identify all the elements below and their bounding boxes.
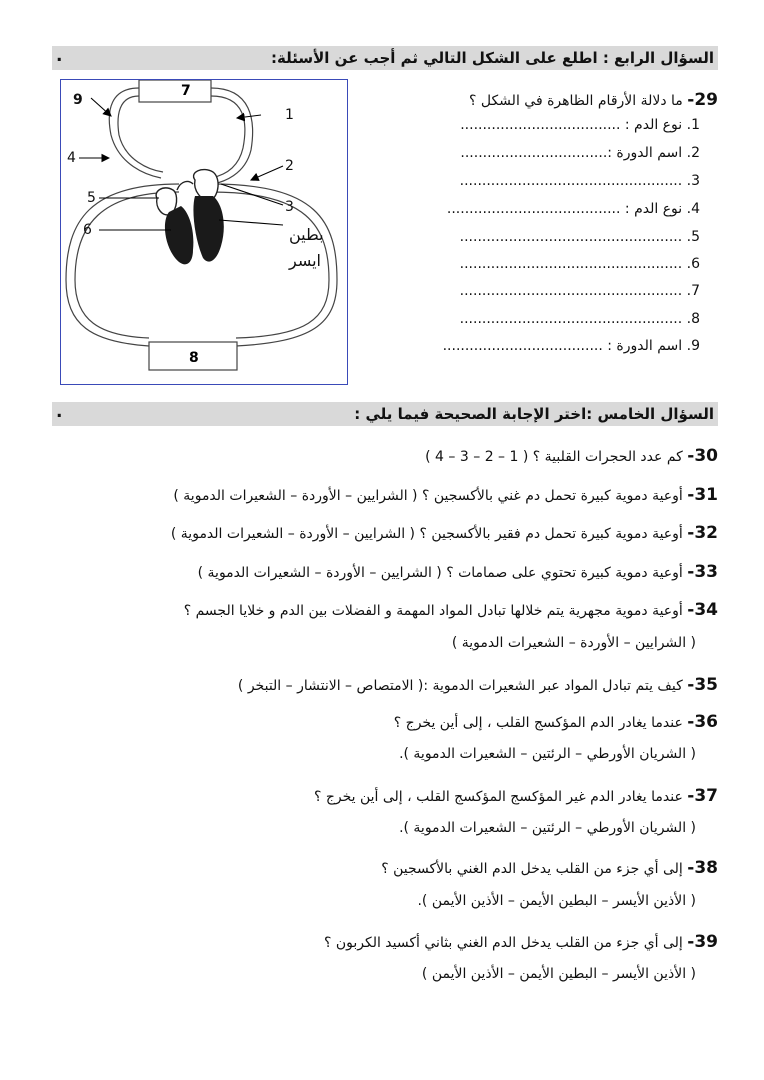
question-text: أوعية دموية كبيرة تحمل دم فقير بالأكسجين ؟ ( الشرايين – الأوردة – الشعيرات الدموية ) <box>170 526 683 542</box>
figure-label-4: 4 <box>67 150 76 166</box>
question-text: عندما يغادر الدم غير المؤكسج المؤكسج القلب ، إلى أين يخرج ؟ <box>313 789 683 805</box>
question-31 <box>173 485 718 505</box>
question-text: ما دلالة الأرقام الظاهرة في الشكل ؟ <box>468 93 683 109</box>
section5-dot: . <box>56 402 63 422</box>
question-39 <box>324 932 718 952</box>
section4-dot: . <box>56 46 63 66</box>
question-number: 35- <box>687 675 718 695</box>
question-text: إلى أي جزء من القلب يدخل الدم الغني بالأكسجين ؟ <box>381 861 683 877</box>
question-34-options: ( الشرايين – الأوردة – الشعيرات الدموية ) <box>451 635 696 651</box>
circulation-diagram <box>61 80 349 386</box>
question-text: أوعية دموية مجهرية يتم خلالها تبادل المواد المهمة و الفضلات بين الدم و خلايا الجسم ؟ <box>183 603 683 619</box>
question-text: أوعية دموية كبيرة تحتوي على صمامات ؟ ( الشرايين – الأوردة – الشعيرات الدموية ) <box>197 565 683 581</box>
question-number: 32- <box>687 523 718 543</box>
question-37 <box>314 786 718 806</box>
q29-item-1: 1. نوع الدم : .................................... <box>460 117 700 133</box>
question-text: إلى أي جزء من القلب يدخل الدم الغني بثاني أكسيد الكربون ؟ <box>323 935 683 951</box>
question-30 <box>425 446 718 466</box>
figure-label-5: 5 <box>87 190 96 206</box>
q29-item-3: 3. .................................................. <box>459 173 700 189</box>
q29-item-5: 5. .................................................. <box>459 229 700 245</box>
q29-item-2: 2. اسم الدورة :................................. <box>460 145 700 161</box>
figure-label-7: 7 <box>181 83 191 99</box>
ventricle-label-line1: بطين <box>289 225 324 244</box>
section4-title: السؤال الرابع : اطلع على الشكل التالي ثم أجب عن الأسئلة: <box>271 49 714 67</box>
question-39-options: ( الأذين الأيسر – البطين الأيمن – الأذين الأيمن ) <box>421 966 696 982</box>
q29-item-9: 9. اسم الدورة : .................................... <box>442 338 700 354</box>
question-number: 38- <box>687 858 718 878</box>
figure-label-3: 3 <box>285 199 294 215</box>
section5-title: السؤال الخامس :اختر الإجابة الصحيحة فيما يلي : <box>354 405 714 423</box>
figure-label-9: 9 <box>73 92 83 108</box>
section4-header <box>52 46 718 70</box>
question-number: 37- <box>687 786 718 806</box>
figure-label-1: 1 <box>285 107 294 123</box>
section5-header <box>52 402 718 426</box>
question-29 <box>469 90 718 110</box>
question-36 <box>394 712 718 732</box>
question-number: 33- <box>687 562 718 582</box>
question-36-options: ( الشريان الأورطي – الرئتين – الشعيرات الدموية ). <box>399 746 696 762</box>
question-32 <box>171 523 718 543</box>
question-number: 34- <box>687 600 718 620</box>
question-number: 30- <box>687 446 718 466</box>
figure-label-6: 6 <box>83 222 92 238</box>
q29-item-7: 7. .................................................. <box>459 283 700 299</box>
question-37-options: ( الشريان الأورطي – الرئتين – الشعيرات الدموية ). <box>399 820 696 836</box>
question-number: 36- <box>687 712 718 732</box>
question-38-options: ( الأذين الأيسر – البطين الأيمن – الأذين الأيمن ). <box>417 893 696 909</box>
question-text: أوعية دموية كبيرة تحمل دم غني بالأكسجين ؟ ( الشرايين – الأوردة – الشعيرات الدموية ) <box>173 488 683 504</box>
ventricle-label-line2: ايسر <box>289 251 321 270</box>
question-text: عندما يغادر الدم المؤكسج القلب ، إلى أين يخرج ؟ <box>393 715 683 731</box>
q29-item-4: 4. نوع الدم : ....................................... <box>446 201 700 217</box>
question-text: كيف يتم تبادل المواد عبر الشعيرات الدموية :( الامتصاص – الانتشار – التبخر ) <box>237 678 683 694</box>
question-number: 29- <box>687 90 718 110</box>
question-38 <box>381 858 718 878</box>
q29-item-8: 8. .................................................. <box>459 311 700 327</box>
question-number: 31- <box>687 485 718 505</box>
question-34 <box>184 600 718 620</box>
question-number: 39- <box>687 932 718 952</box>
figure-label-8: 8 <box>189 350 199 366</box>
box-7 <box>139 80 211 102</box>
circulation-figure <box>60 79 348 385</box>
question-33 <box>198 562 718 582</box>
question-text: كم عدد الحجرات القلبية ؟ ( 1 – 2 – 3 – 4 ) <box>425 449 683 465</box>
question-35 <box>238 675 718 695</box>
figure-label-2: 2 <box>285 158 294 174</box>
q29-item-6: 6. .................................................. <box>459 256 700 272</box>
